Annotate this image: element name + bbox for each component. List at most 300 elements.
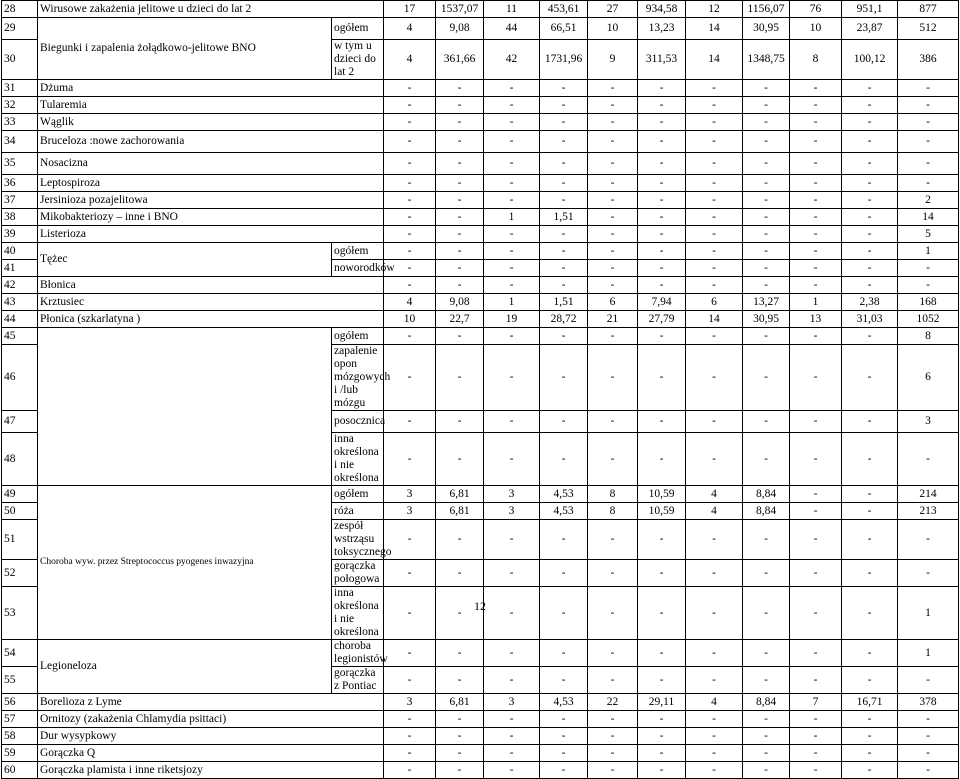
value-cell: - — [842, 80, 898, 97]
value-cell: - — [743, 745, 790, 762]
value-cell: - — [686, 97, 743, 114]
value-cell: - — [686, 411, 743, 433]
value-cell: - — [588, 175, 638, 192]
value-cell: - — [638, 277, 686, 294]
value-cell: 386 — [898, 40, 959, 80]
value-cell: - — [842, 762, 898, 779]
value-cell: 1 — [898, 587, 959, 640]
value-cell: - — [588, 560, 638, 587]
value-cell: - — [588, 520, 638, 560]
value-cell: - — [384, 345, 436, 411]
value-cell: - — [484, 711, 540, 728]
value-cell: - — [436, 277, 484, 294]
value-cell: - — [588, 345, 638, 411]
value-cell: 14 — [686, 18, 743, 40]
value-cell: 1 — [790, 294, 842, 311]
subcategory: choroba legionistów — [332, 640, 384, 667]
value-cell: - — [638, 587, 686, 640]
disease-name: Jersinioza pozajelitowa — [38, 192, 384, 209]
value-cell: - — [638, 131, 686, 153]
value-cell: - — [842, 520, 898, 560]
value-cell: 76 — [790, 1, 842, 18]
value-cell: - — [743, 226, 790, 243]
table-row — [2, 311, 959, 328]
value-cell: - — [898, 745, 959, 762]
value-cell: - — [842, 260, 898, 277]
value-cell: - — [540, 97, 588, 114]
value-cell: - — [743, 433, 790, 486]
value-cell: - — [384, 209, 436, 226]
value-cell: - — [790, 503, 842, 520]
value-cell: - — [898, 80, 959, 97]
value-cell: - — [898, 277, 959, 294]
row-number: 38 — [2, 209, 38, 226]
value-cell: - — [638, 80, 686, 97]
value-cell: - — [743, 345, 790, 411]
value-cell: - — [540, 745, 588, 762]
value-cell: 19 — [484, 311, 540, 328]
subcategory: róża — [332, 503, 384, 520]
subcategory: w tym u dzieci do lat 2 — [332, 40, 384, 80]
value-cell: - — [588, 728, 638, 745]
value-cell: - — [436, 520, 484, 560]
value-cell: - — [743, 114, 790, 131]
value-cell: 27,79 — [638, 311, 686, 328]
value-cell: 1 — [898, 243, 959, 260]
value-cell: 4 — [384, 294, 436, 311]
value-cell: 3 — [384, 486, 436, 503]
value-cell: 2,38 — [842, 294, 898, 311]
value-cell: 1 — [484, 209, 540, 226]
value-cell: - — [790, 411, 842, 433]
value-cell: - — [743, 131, 790, 153]
value-cell: - — [686, 520, 743, 560]
value-cell: - — [588, 192, 638, 209]
row-number: 58 — [2, 728, 38, 745]
value-cell: - — [686, 560, 743, 587]
disease-group-name: Tężec — [38, 243, 332, 277]
table-row — [2, 328, 959, 345]
value-cell: 3 — [898, 411, 959, 433]
row-number: 39 — [2, 226, 38, 243]
value-cell: - — [686, 175, 743, 192]
value-cell: - — [686, 114, 743, 131]
value-cell: - — [540, 153, 588, 175]
row-number: 54 — [2, 640, 38, 667]
value-cell: 1156,07 — [743, 1, 790, 18]
value-cell: - — [790, 745, 842, 762]
value-cell: - — [743, 260, 790, 277]
value-cell: - — [436, 114, 484, 131]
value-cell: - — [686, 745, 743, 762]
value-cell: 1 — [898, 640, 959, 667]
value-cell: 17 — [384, 1, 436, 18]
disease-name: Mikobakteriozy – inne i BNO — [38, 209, 384, 226]
value-cell: 10 — [384, 311, 436, 328]
value-cell: - — [436, 131, 484, 153]
value-cell: - — [743, 328, 790, 345]
disease-name: Płonica (szkarlatyna ) — [38, 311, 384, 328]
value-cell: - — [638, 153, 686, 175]
value-cell: - — [898, 762, 959, 779]
disease-name: Dżuma — [38, 80, 384, 97]
value-cell: 3 — [384, 694, 436, 711]
value-cell: - — [638, 209, 686, 226]
value-cell: - — [588, 153, 638, 175]
table-row — [2, 640, 959, 667]
value-cell: - — [436, 411, 484, 433]
value-cell: - — [638, 97, 686, 114]
value-cell: - — [898, 711, 959, 728]
row-number: 28 — [2, 1, 38, 18]
subcategory: ogółem — [332, 243, 384, 260]
value-cell: - — [484, 80, 540, 97]
value-cell: - — [686, 243, 743, 260]
row-number: 46 — [2, 345, 38, 411]
value-cell: 8 — [790, 40, 842, 80]
value-cell: - — [540, 131, 588, 153]
value-cell: - — [484, 97, 540, 114]
value-cell: - — [484, 243, 540, 260]
value-cell: - — [436, 192, 484, 209]
value-cell: - — [484, 226, 540, 243]
subcategory: zapalenie opon mózgowych i /lub mózgu — [332, 345, 384, 411]
value-cell: - — [540, 328, 588, 345]
disease-name: Nosacizna — [38, 153, 384, 175]
value-cell: - — [638, 411, 686, 433]
value-cell: - — [588, 260, 638, 277]
table-row — [2, 80, 959, 97]
row-number: 50 — [2, 503, 38, 520]
disease-group-name: Choroba wyw. przez Streptococcus pyogenes inwazyjna — [38, 486, 332, 640]
value-cell: - — [898, 260, 959, 277]
value-cell: - — [638, 114, 686, 131]
value-cell: 6 — [588, 294, 638, 311]
value-cell: - — [842, 345, 898, 411]
value-cell: 10 — [588, 18, 638, 40]
table-row — [2, 131, 959, 153]
value-cell: 1,51 — [540, 209, 588, 226]
value-cell: - — [540, 80, 588, 97]
value-cell: - — [484, 345, 540, 411]
value-cell: - — [898, 97, 959, 114]
value-cell: - — [842, 503, 898, 520]
value-cell: - — [686, 345, 743, 411]
value-cell: - — [540, 175, 588, 192]
value-cell: - — [790, 520, 842, 560]
value-cell: - — [790, 667, 842, 694]
value-cell: 168 — [898, 294, 959, 311]
value-cell: 1,51 — [540, 294, 588, 311]
value-cell: - — [743, 192, 790, 209]
value-cell: - — [588, 745, 638, 762]
table-row — [2, 277, 959, 294]
value-cell: - — [588, 328, 638, 345]
value-cell: - — [484, 745, 540, 762]
value-cell: 1731,96 — [540, 40, 588, 80]
value-cell: - — [540, 762, 588, 779]
value-cell: - — [588, 587, 638, 640]
row-number: 56 — [2, 694, 38, 711]
disease-group-name: Biegunki i zapalenia żołądkowo-jelitowe BNO — [38, 18, 332, 80]
value-cell: 4 — [686, 486, 743, 503]
value-cell: - — [484, 587, 540, 640]
value-cell: - — [686, 640, 743, 667]
value-cell: - — [384, 80, 436, 97]
value-cell: - — [384, 411, 436, 433]
value-cell: - — [743, 209, 790, 226]
value-cell: - — [484, 153, 540, 175]
value-cell: - — [898, 153, 959, 175]
value-cell: 3 — [484, 486, 540, 503]
value-cell: - — [588, 243, 638, 260]
subcategory: inna określona i nie określona — [332, 587, 384, 640]
value-cell: - — [898, 433, 959, 486]
table-row — [2, 243, 959, 260]
subcategory: gorączka połogowa — [332, 560, 384, 587]
value-cell: - — [436, 243, 484, 260]
value-cell: 4 — [384, 40, 436, 80]
row-number: 55 — [2, 667, 38, 694]
value-cell: 9,08 — [436, 18, 484, 40]
value-cell: 11 — [484, 1, 540, 18]
value-cell: - — [436, 711, 484, 728]
value-cell: 100,12 — [842, 40, 898, 80]
table-row — [2, 745, 959, 762]
value-cell: - — [842, 728, 898, 745]
value-cell: 3 — [484, 503, 540, 520]
disease-name: Listerioza — [38, 226, 384, 243]
row-number: 33 — [2, 114, 38, 131]
value-cell: - — [540, 226, 588, 243]
value-cell: 22 — [588, 694, 638, 711]
value-cell: 66,51 — [540, 18, 588, 40]
value-cell: - — [842, 433, 898, 486]
value-cell: - — [384, 114, 436, 131]
value-cell: - — [540, 243, 588, 260]
value-cell: - — [384, 328, 436, 345]
value-cell: - — [842, 587, 898, 640]
value-cell: 8 — [898, 328, 959, 345]
disease-group-name: Legioneloza — [38, 640, 332, 694]
value-cell: - — [842, 209, 898, 226]
value-cell: - — [842, 711, 898, 728]
subcategory: noworodków — [332, 260, 384, 277]
value-cell: - — [842, 328, 898, 345]
value-cell: - — [743, 175, 790, 192]
value-cell: - — [638, 711, 686, 728]
value-cell: - — [790, 131, 842, 153]
disease-name: Błonica — [38, 277, 384, 294]
value-cell: - — [540, 277, 588, 294]
subcategory: posocznica — [332, 411, 384, 433]
value-cell: - — [743, 640, 790, 667]
value-cell: - — [842, 277, 898, 294]
value-cell: - — [588, 640, 638, 667]
value-cell: - — [686, 226, 743, 243]
value-cell: - — [484, 411, 540, 433]
value-cell: - — [790, 328, 842, 345]
row-number: 47 — [2, 411, 38, 433]
row-number: 60 — [2, 762, 38, 779]
value-cell: 877 — [898, 1, 959, 18]
table-row — [2, 294, 959, 311]
value-cell: 5 — [898, 226, 959, 243]
value-cell: - — [436, 328, 484, 345]
value-cell: - — [384, 587, 436, 640]
value-cell: - — [686, 153, 743, 175]
value-cell: - — [686, 667, 743, 694]
row-number: 42 — [2, 277, 38, 294]
value-cell: - — [484, 728, 540, 745]
value-cell: - — [384, 192, 436, 209]
value-cell: 213 — [898, 503, 959, 520]
value-cell: - — [384, 131, 436, 153]
value-cell: 28,72 — [540, 311, 588, 328]
value-cell: 8 — [588, 486, 638, 503]
row-number: 45 — [2, 328, 38, 345]
value-cell: 6 — [686, 294, 743, 311]
value-cell: - — [638, 345, 686, 411]
value-cell: - — [588, 114, 638, 131]
value-cell: - — [686, 80, 743, 97]
value-cell: - — [743, 411, 790, 433]
disease-group-name — [38, 328, 332, 486]
value-cell: 9,08 — [436, 294, 484, 311]
page-number: 12 — [474, 599, 486, 613]
value-cell: - — [484, 560, 540, 587]
value-cell: - — [588, 762, 638, 779]
value-cell: - — [384, 175, 436, 192]
value-cell: 9 — [588, 40, 638, 80]
value-cell: 4 — [686, 503, 743, 520]
value-cell: 453,61 — [540, 1, 588, 18]
value-cell: - — [842, 411, 898, 433]
value-cell: - — [484, 114, 540, 131]
value-cell: - — [790, 345, 842, 411]
value-cell: - — [743, 560, 790, 587]
disease-name: Wirusowe zakażenia jelitowe u dzieci do lat 2 — [38, 1, 384, 18]
value-cell: - — [842, 114, 898, 131]
value-cell: - — [743, 711, 790, 728]
value-cell: 311,53 — [638, 40, 686, 80]
value-cell: 10,59 — [638, 486, 686, 503]
disease-statistics-table — [1, 0, 959, 779]
value-cell: - — [384, 97, 436, 114]
value-cell: - — [842, 226, 898, 243]
value-cell: 214 — [898, 486, 959, 503]
value-cell: - — [686, 328, 743, 345]
value-cell: 1348,75 — [743, 40, 790, 80]
value-cell: - — [638, 560, 686, 587]
table-row — [2, 762, 959, 779]
value-cell: - — [686, 762, 743, 779]
value-cell: - — [638, 667, 686, 694]
disease-name: Gorączka plamista i inne riketsjozy — [38, 762, 384, 779]
value-cell: - — [384, 226, 436, 243]
value-cell: 29,11 — [638, 694, 686, 711]
value-cell: 8,84 — [743, 694, 790, 711]
disease-name: Leptospiroza — [38, 175, 384, 192]
value-cell: - — [790, 209, 842, 226]
value-cell: - — [588, 667, 638, 694]
value-cell: - — [790, 260, 842, 277]
value-cell: - — [686, 192, 743, 209]
value-cell: 6,81 — [436, 503, 484, 520]
value-cell: - — [842, 153, 898, 175]
value-cell: - — [842, 560, 898, 587]
value-cell: - — [790, 433, 842, 486]
value-cell: - — [638, 175, 686, 192]
table-row — [2, 694, 959, 711]
value-cell: 30,95 — [743, 311, 790, 328]
row-number: 29 — [2, 18, 38, 40]
value-cell: - — [540, 711, 588, 728]
value-cell: 7 — [790, 694, 842, 711]
value-cell: - — [384, 762, 436, 779]
value-cell: 42 — [484, 40, 540, 80]
value-cell: - — [436, 433, 484, 486]
value-cell: 1 — [484, 294, 540, 311]
value-cell: 4,53 — [540, 503, 588, 520]
value-cell: - — [484, 260, 540, 277]
value-cell: - — [540, 728, 588, 745]
value-cell: - — [436, 728, 484, 745]
value-cell: 10,59 — [638, 503, 686, 520]
value-cell: - — [638, 640, 686, 667]
row-number: 51 — [2, 520, 38, 560]
value-cell: - — [842, 486, 898, 503]
value-cell: 23,87 — [842, 18, 898, 40]
disease-name: Bruceloza :nowe zachorowania — [38, 131, 384, 153]
value-cell: - — [384, 260, 436, 277]
value-cell: - — [436, 667, 484, 694]
table-row — [2, 153, 959, 175]
table-row — [2, 728, 959, 745]
value-cell: - — [898, 667, 959, 694]
value-cell: 378 — [898, 694, 959, 711]
value-cell: 4,53 — [540, 486, 588, 503]
value-cell: - — [588, 80, 638, 97]
value-cell: - — [540, 411, 588, 433]
value-cell: - — [686, 209, 743, 226]
value-cell: - — [686, 433, 743, 486]
value-cell: - — [638, 728, 686, 745]
value-cell: - — [743, 243, 790, 260]
value-cell: - — [384, 560, 436, 587]
value-cell: - — [484, 131, 540, 153]
value-cell: - — [436, 762, 484, 779]
value-cell: - — [790, 243, 842, 260]
value-cell: - — [686, 131, 743, 153]
row-number: 43 — [2, 294, 38, 311]
value-cell: 361,66 — [436, 40, 484, 80]
value-cell: - — [842, 667, 898, 694]
value-cell: - — [790, 711, 842, 728]
table-row — [2, 1, 959, 18]
value-cell: - — [484, 433, 540, 486]
value-cell: - — [484, 175, 540, 192]
value-cell: - — [384, 243, 436, 260]
value-cell: - — [384, 711, 436, 728]
value-cell: 31,03 — [842, 311, 898, 328]
value-cell: 3 — [484, 694, 540, 711]
value-cell: - — [842, 640, 898, 667]
value-cell: - — [638, 192, 686, 209]
value-cell: - — [484, 192, 540, 209]
value-cell: 4 — [686, 694, 743, 711]
table-row — [2, 18, 959, 40]
